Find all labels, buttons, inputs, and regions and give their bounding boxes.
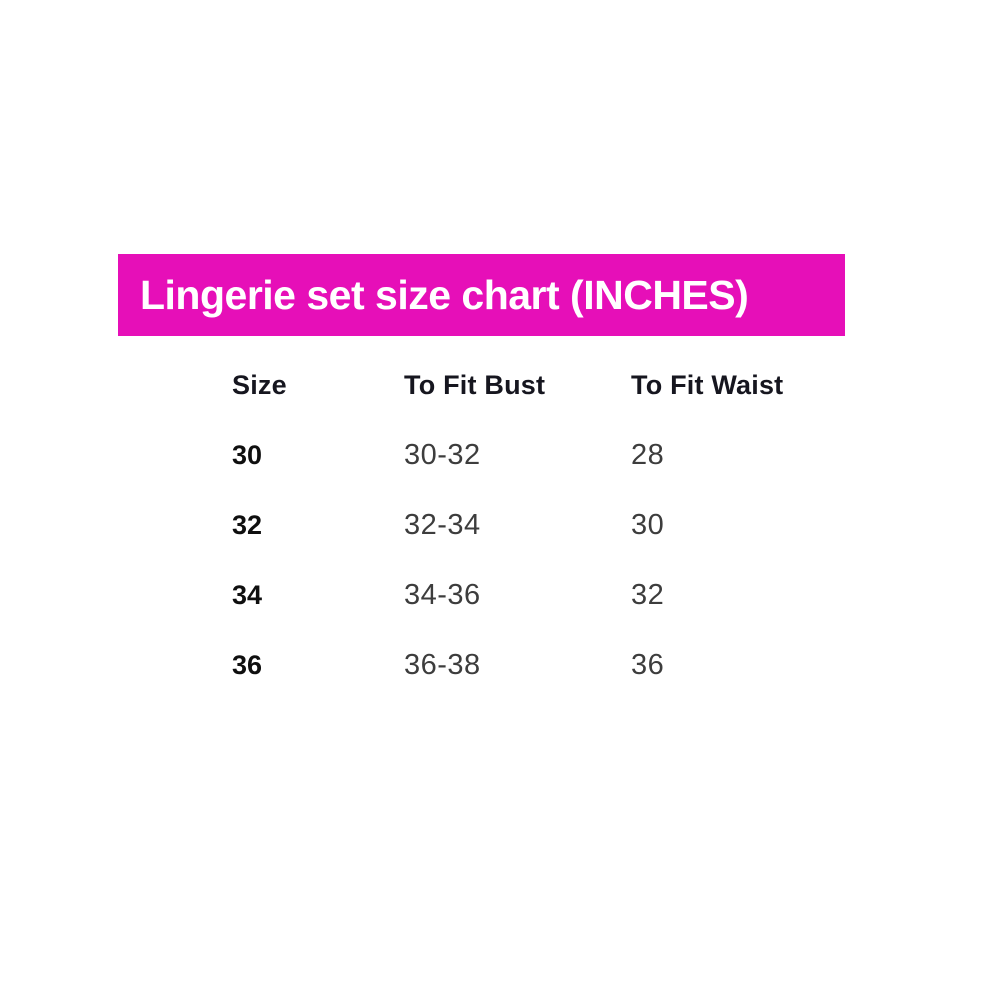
table-cell-waist: 32 [631,578,665,611]
table-cell-size: 34 [232,579,263,610]
table-cell-waist: 28 [631,438,665,471]
column-header-waist: To Fit Waist [631,369,784,400]
table-cell-waist: 36 [631,648,665,681]
table-cell-bust: 34-36 [404,578,481,611]
table-cell-bust: 32-34 [404,508,481,541]
table-cell-waist: 30 [631,508,665,541]
table-cell-size: 36 [232,649,263,680]
page-title: Lingerie set size chart (INCHES) [140,271,749,318]
table-cell-bust: 30-32 [404,438,481,471]
table-cell-size: 32 [232,509,263,540]
title-banner [118,254,845,336]
column-header-size: Size [232,369,287,400]
size-chart-table [232,350,841,700]
column-header-bust: To Fit Bust [404,369,546,400]
table-cell-size: 30 [232,439,263,470]
table-cell-bust: 36-38 [404,648,481,681]
